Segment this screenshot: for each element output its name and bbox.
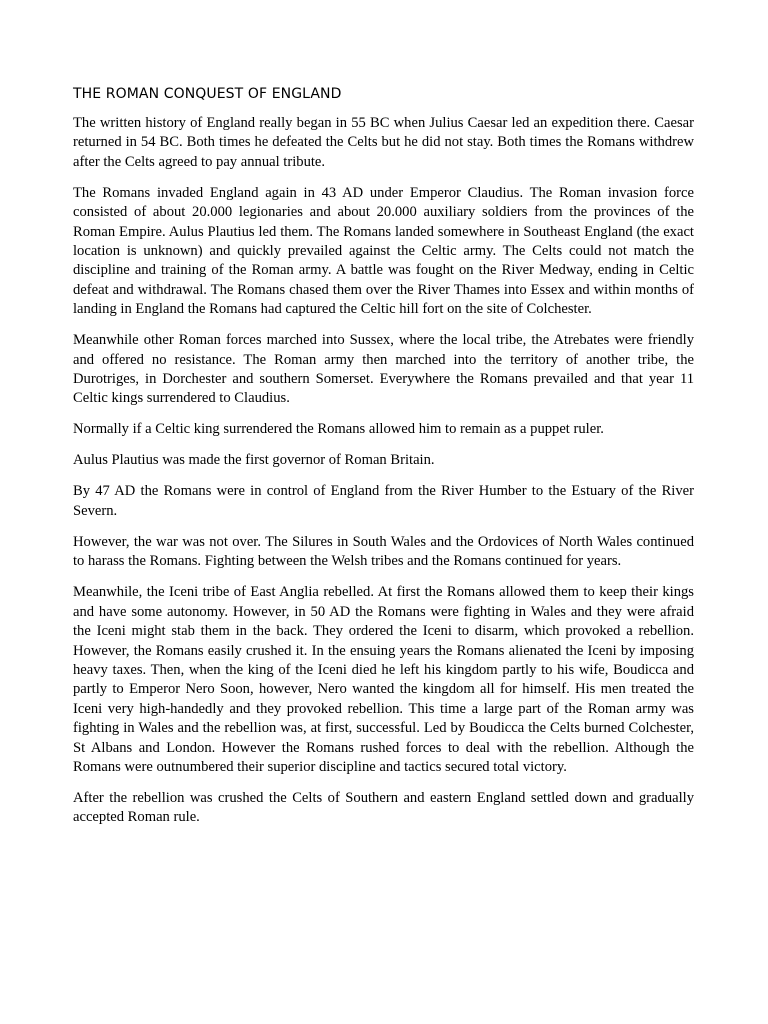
paragraph-aftermath: After the rebellion was crushed the Celts of Southern and eastern England settled down and gradually accepted Roman rule. [73,789,694,826]
document-title: THE ROMAN CONQUEST OF ENGLAND [73,86,342,102]
paragraph-welsh-resistance: However, the war was not over. The Silures in South Wales and the Ordovices of North Wales continued to harass the Romans. Fighting between the Welsh tribes and the Romans continued for years. [73,533,694,570]
paragraph-control-47ad: By 47 AD the Romans were in control of England from the River Humber to the Estuary of the River Severn. [73,483,694,519]
paragraph-caesar-expeditions: The written history of England really began in 55 BC when Julius Caesar led an expedition there. Caesar returned in 54 BC. Both times he defeated the Celts but he did not stay. Both times the Romans withdrew after the Celts agreed to pay annual tribute. [73,115,694,170]
document-page [73,86,694,839]
paragraph-first-governor: Aulus Plautius was made the first governor of Roman Britain. [73,452,435,469]
paragraph-iceni-rebellion: Meanwhile, the Iceni tribe of East Anglia rebelled. At first the Romans allowed them to keep their kings and have some autonomy. However, in 50 AD the Romans were fighting in Wales and they were afraid the Iceni might stab them in the back. They ordered the Iceni to disarm, which provoked a rebellion. However, the Romans easily crushed it. In the ensuing years the Romans alienated the Iceni by imposing heavy taxes. Then, when the king of the Iceni died he left his kingdom partly to his wife, Boudicca and partly to Emperor Nero Soon, however, Nero wanted the kingdom all for himself. His men treated the Iceni very high-handedly and they provoked rebellion. This time a large part of the Roman army was fighting in Wales and the rebellion was, at first, successful. Led by Boudicca the Celts burned Colchester, St Albans and London. However the Romans rushed forces to deal with the rebellion. Although the Romans were outnumbered their superior discipline and tactics secured total victory. [73,584,694,775]
paragraph-claudius-invasion: The Romans invaded England again in 43 AD under Emperor Claudius. The Roman invasion force consisted of about 20.000 legionaries and about 20.000 auxiliary soldiers from the provinces of the Roman Empire. Aulus Plautius led them. The Romans landed somewhere in Southeast England (the exact location is unknown) and quickly prevailed against the Celtic army. The Celts could not match the discipline and training of the Roman army. A battle was fought on the River Medway, ending in Celtic defeat and withdrawal. The Romans chased them over the River Thames into Essex and within months of landing in England the Romans had captured the Celtic hill fort on the site of Colchester. [73,184,694,318]
paragraph-sussex-campaign: Meanwhile other Roman forces marched into Sussex, where the local tribe, the Atrebates were friendly and offered no resistance. The Roman army then marched into the territory of another tribe, the Durotriges, in Dorchester and southern Somerset. Everywhere the Romans prevailed and that year 11 Celtic kings surrendered to Claudius. [73,332,694,407]
paragraph-puppet-rulers: Normally if a Celtic king surrendered the Romans allowed him to remain as a puppet ruler. [73,421,604,438]
